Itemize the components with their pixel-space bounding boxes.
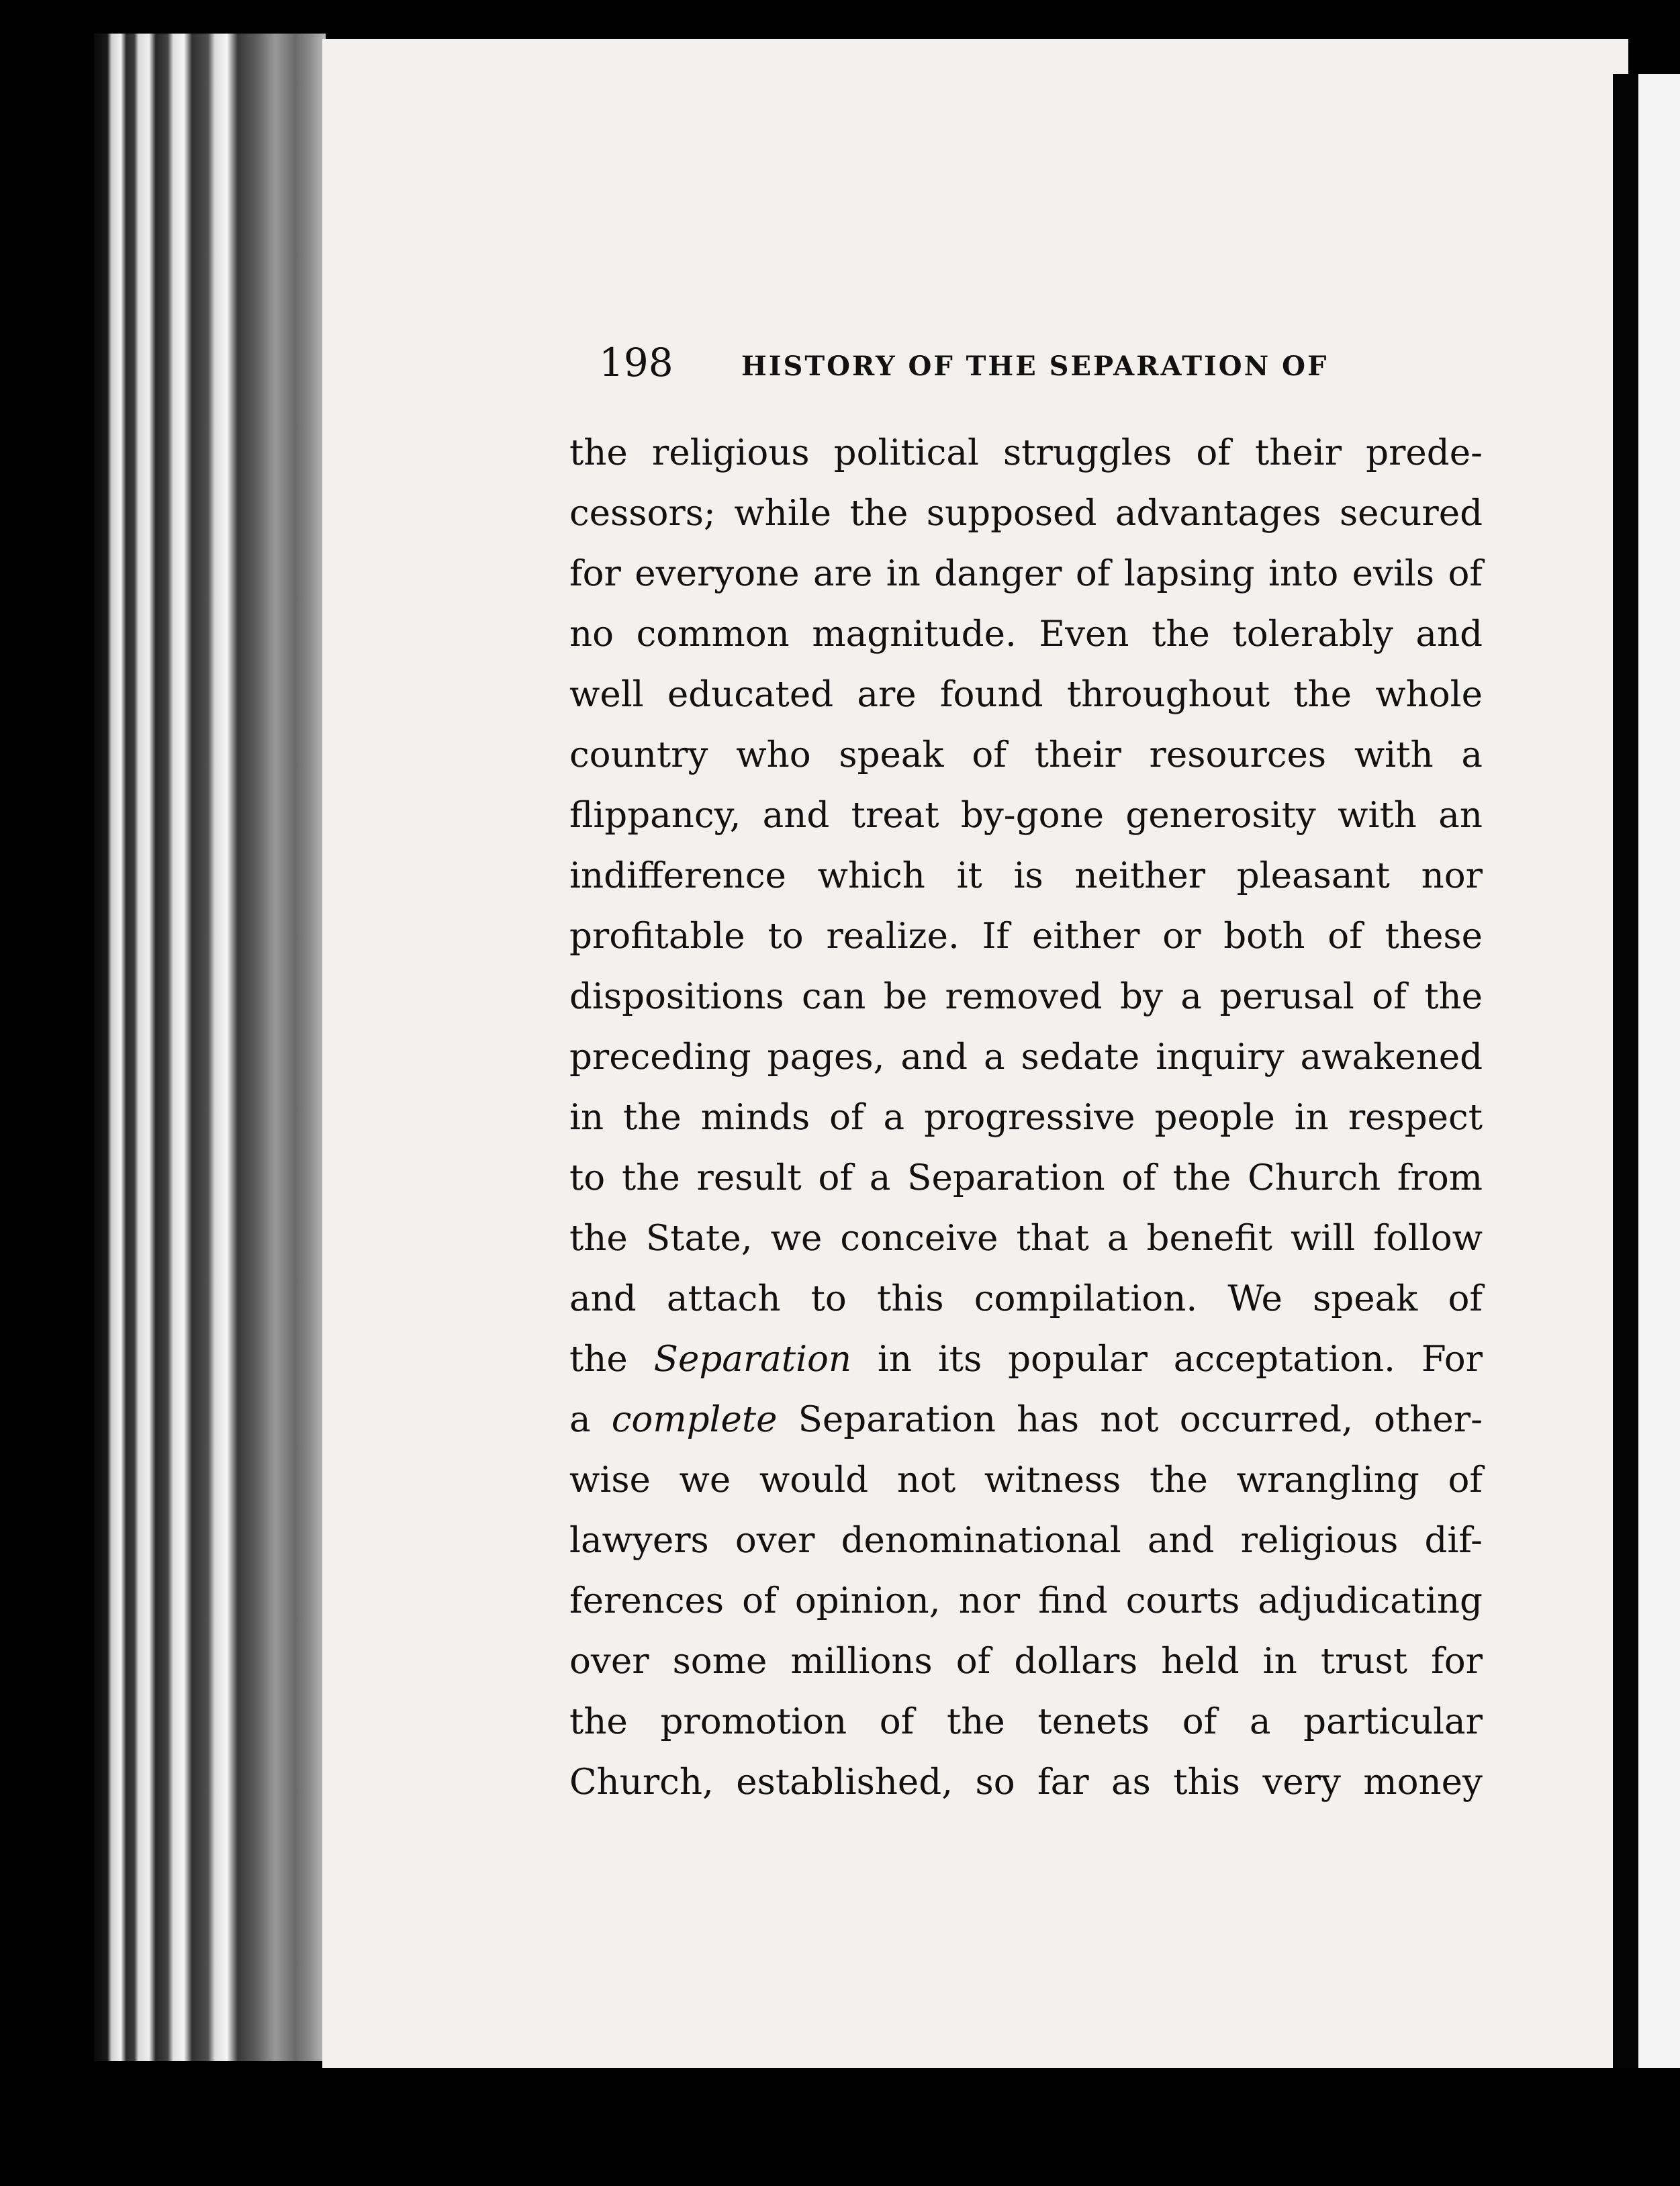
text-line: Church, established, so far as this very money [569, 1762, 1483, 1803]
text-line: dispositions can be removed by a perusal of the [569, 976, 1483, 1017]
text-line: and attach to this compilation. We speak of [569, 1278, 1483, 1319]
text-line: indifference which it is neither pleasant nor [569, 855, 1483, 896]
running-header [599, 336, 1371, 389]
text-line: for everyone are in danger of lapsing into evils of [569, 553, 1483, 594]
text-line-italic [569, 1329, 1483, 1390]
text-line: lawyers over denominational and religious dif- [569, 1520, 1483, 1561]
text-line: over some millions of dollars held in trust for [569, 1641, 1483, 1682]
body-text [569, 423, 1483, 1813]
text-line: country who speak of their resources with a [569, 734, 1483, 775]
gutter-shadow [1613, 74, 1638, 2088]
text-line: well educated are found throughout the whole [569, 674, 1483, 715]
text-line: profitable to realize. If either or both of these [569, 916, 1483, 957]
text-segment: in its popular acceptation. For [851, 1339, 1483, 1380]
running-title: HISTORY OF THE SEPARATION OF [741, 350, 1329, 382]
italic-word: Separation [653, 1339, 852, 1380]
text-line-italic [569, 1390, 1483, 1450]
text-line: wise we would not witness the wrangling of [569, 1460, 1483, 1501]
italic-word: complete [611, 1399, 778, 1440]
stacked-page-edges [94, 34, 326, 2061]
text-line: the religious political struggles of their prede- [569, 432, 1483, 473]
text-segment: a [569, 1399, 612, 1440]
text-line: cessors; while the supposed advantages secured [569, 493, 1483, 534]
text-line: in the minds of a progressive people in respect [569, 1097, 1483, 1138]
text-segment: Separation has not occurred, other- [777, 1399, 1483, 1440]
text-line: to the result of a Separation of the Church from [569, 1157, 1483, 1198]
text-line: flippancy, and treat by-gone generosity with an [569, 795, 1483, 836]
page-number: 198 [599, 340, 673, 385]
text-line: preceding pages, and a sedate inquiry awakened [569, 1037, 1483, 1078]
text-line: ferences of opinion, nor find courts adjudicating [569, 1580, 1483, 1621]
adjacent-page-edge [1638, 74, 1680, 2088]
bottom-shadow [101, 2068, 1680, 2186]
text-line: the State, we conceive that a benefit will follow [569, 1218, 1483, 1259]
text-segment: the [569, 1339, 654, 1380]
text-line: the promotion of the tenets of a particular [569, 1701, 1483, 1742]
text-line: no common magnitude. Even the tolerably and [569, 614, 1483, 655]
